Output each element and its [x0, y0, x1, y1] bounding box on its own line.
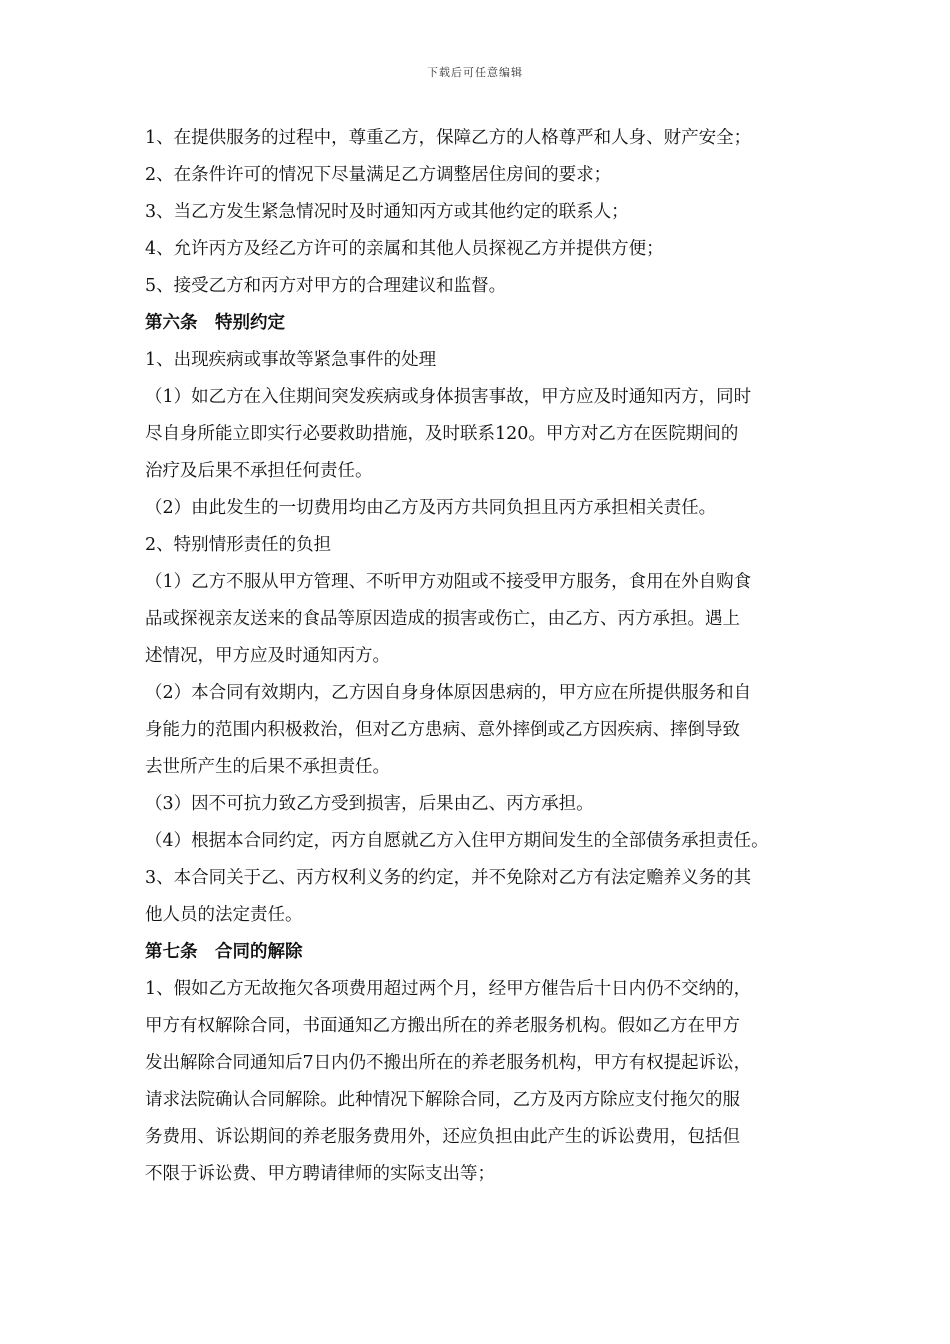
- paragraph-line: 去世所产生的后果不承担责任。: [145, 757, 390, 777]
- paragraph-line: 1、出现疾病或事故等紧急事件的处理: [145, 350, 437, 370]
- paragraph-line: 2、在条件许可的情况下尽量满足乙方调整居住房间的要求；: [145, 165, 612, 185]
- paragraph-line: 发出解除合同通知后7日内仍不搬出所在的养老服务机构，甲方有权提起诉讼，: [145, 1053, 752, 1073]
- paragraph-line: 3、本合同关于乙、丙方权利义务的约定，并不免除对乙方有法定赡养义务的其: [145, 868, 752, 888]
- paragraph-line: 甲方有权解除合同，书面通知乙方搬出所在的养老服务机构。假如乙方在甲方: [145, 1016, 740, 1036]
- paragraph-line: 治疗及后果不承担任何责任。: [145, 461, 373, 481]
- paragraph-line: 请求法院确认合同解除。此种情况下解除合同，乙方及丙方除应支付拖欠的服: [145, 1090, 740, 1110]
- paragraph-line: （3）因不可抗力致乙方受到损害，后果由乙、丙方承担。: [145, 794, 594, 814]
- paragraph-line: 他人员的法定责任。: [145, 905, 303, 925]
- section-heading: 第六条 特别约定: [145, 313, 285, 333]
- paragraph-line: （2）本合同有效期内，乙方因自身身体原因患病的，甲方应在所提供服务和自: [145, 683, 752, 703]
- paragraph-line: 务费用、诉讼期间的养老服务费用外，还应负担由此产生的诉讼费用，包括但: [145, 1127, 740, 1147]
- paragraph-line: 2、特别情形责任的负担: [145, 535, 332, 555]
- document-body: [145, 120, 825, 1193]
- paragraph-line: 身能力的范围内积极救治，但对乙方患病、意外摔倒或乙方因疾病、摔倒导致: [145, 720, 740, 740]
- paragraph-line: （1）如乙方在入住期间突发疾病或身体损害事故，甲方应及时通知丙方，同时: [145, 387, 752, 407]
- paragraph-line: 1、假如乙方无故拖欠各项费用超过两个月，经甲方催告后十日内仍不交纳的，: [145, 979, 752, 999]
- paragraph-line: 5、接受乙方和丙方对甲方的合理建议和监督。: [145, 276, 507, 296]
- paragraph-line: 1、在提供服务的过程中，尊重乙方，保障乙方的人格尊严和人身、财产安全；: [145, 128, 752, 148]
- paragraph-line: 3、当乙方发生紧急情况时及时通知丙方或其他约定的联系人；: [145, 202, 629, 222]
- section-heading: 第七条 合同的解除: [145, 942, 303, 962]
- page-header: 下载后可任意编辑: [427, 66, 523, 79]
- paragraph-line: 述情况，甲方应及时通知丙方。: [145, 646, 390, 666]
- paragraph-line: 尽自身所能立即实行必要救助措施，及时联系120。甲方对乙方在医院期间的: [145, 424, 739, 444]
- paragraph-line: （1）乙方不服从甲方管理、不听甲方劝阻或不接受甲方服务，食用在外自购食: [145, 572, 752, 592]
- paragraph-line: （2）由此发生的一切费用均由乙方及丙方共同负担且丙方承担相关责任。: [145, 498, 717, 518]
- paragraph-line: 品或探视亲友送来的食品等原因造成的损害或伤亡，由乙方、丙方承担。遇上: [145, 609, 740, 629]
- paragraph-line: 不限于诉讼费、甲方聘请律师的实际支出等；: [145, 1164, 495, 1184]
- paragraph-line: 4、允许丙方及经乙方许可的亲属和其他人员探视乙方并提供方便；: [145, 239, 664, 259]
- paragraph-line: （4）根据本合同约定，丙方自愿就乙方入住甲方期间发生的全部债务承担责任。: [145, 831, 769, 851]
